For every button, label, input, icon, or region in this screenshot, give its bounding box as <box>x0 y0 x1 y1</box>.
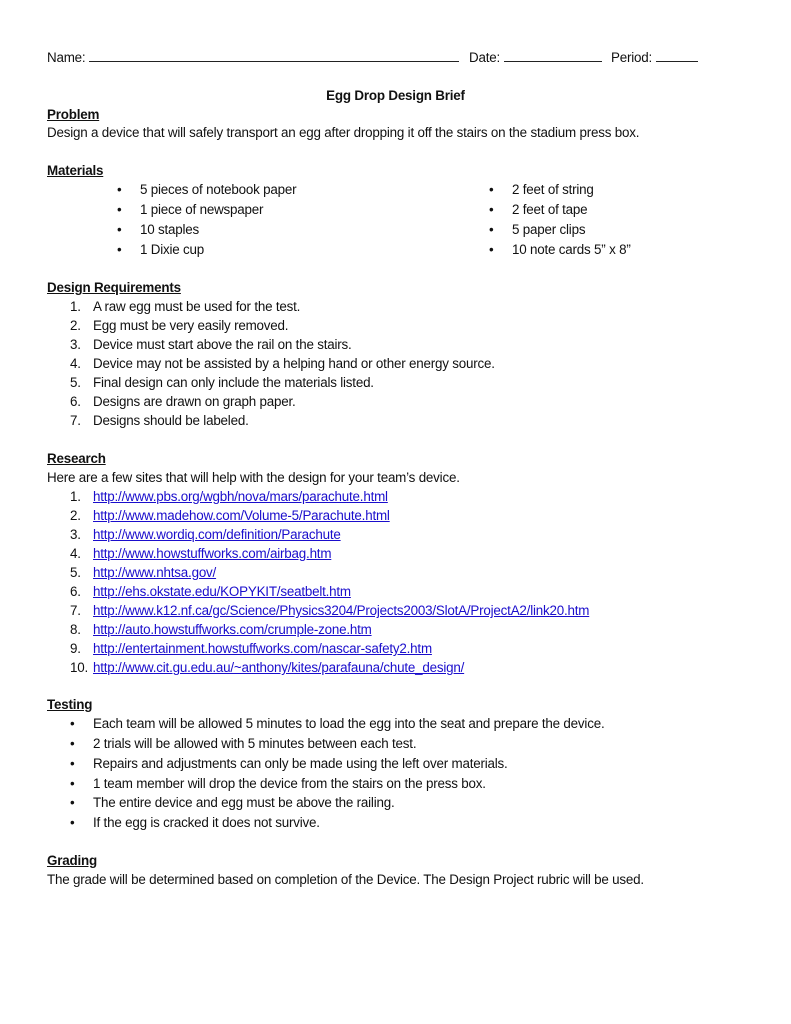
testing-heading: Testing <box>47 697 93 712</box>
grading-text: The grade will be determined based on completion of the Device. The Design Project rubric will be used. <box>47 872 644 887</box>
item-number: 4. <box>70 546 81 561</box>
item-number: 1. <box>70 489 81 504</box>
requirement-item: Egg must be very easily removed. <box>93 318 289 333</box>
bullet-icon: • <box>489 182 494 197</box>
item-number: 5. <box>70 375 81 390</box>
item-number: 6. <box>70 394 81 409</box>
bullet-icon: • <box>489 242 494 257</box>
requirement-item: Designs are drawn on graph paper. <box>93 394 296 409</box>
item-number: 6. <box>70 584 81 599</box>
item-number: 7. <box>70 603 81 618</box>
grading-heading: Grading <box>47 853 97 868</box>
research-link[interactable]: http://www.k12.nf.ca/gc/Science/Physics3204/Projects2003/SlotA/ProjectA2/link20.htm <box>93 603 590 618</box>
date-label: Date: <box>469 50 501 65</box>
bullet-icon: • <box>70 776 75 791</box>
name-blank[interactable] <box>89 47 459 62</box>
requirement-item: Device must start above the rail on the stairs. <box>93 337 352 352</box>
requirement-item: Device may not be assisted by a helping hand or other energy source. <box>93 356 495 371</box>
item-number: 3. <box>70 527 81 542</box>
item-number: 8. <box>70 622 81 637</box>
material-item: 2 feet of string <box>512 182 594 197</box>
research-link[interactable]: http://www.wordiq.com/definition/Parachute <box>93 527 341 542</box>
testing-item: The entire device and egg must be above the railing. <box>93 795 395 810</box>
problem-text: Design a device that will safely transport an egg after dropping it off the stairs on the stadium press box. <box>47 125 640 140</box>
research-link[interactable]: http://www.nhtsa.gov/ <box>93 565 217 580</box>
period-field[interactable] <box>611 47 698 67</box>
item-number: 10. <box>70 660 89 675</box>
item-number: 9. <box>70 641 81 656</box>
item-number: 2. <box>70 318 81 333</box>
material-item: 10 note cards 5” x 8” <box>512 242 631 257</box>
research-link[interactable]: http://www.cit.gu.edu.au/~anthony/kites/parafauna/chute_design/ <box>93 660 465 675</box>
item-number: 7. <box>70 413 81 428</box>
bullet-icon: • <box>117 222 122 237</box>
research-heading: Research <box>47 451 106 466</box>
bullet-icon: • <box>70 815 75 830</box>
period-blank[interactable] <box>656 47 698 62</box>
item-number: 3. <box>70 337 81 352</box>
name-field[interactable] <box>47 47 459 67</box>
material-item: 10 staples <box>140 222 200 237</box>
item-number: 1. <box>70 299 81 314</box>
bullet-icon: • <box>70 756 75 771</box>
material-item: 1 piece of newspaper <box>140 202 264 217</box>
material-item: 2 feet of tape <box>512 202 588 217</box>
material-item: 5 pieces of notebook paper <box>140 182 297 197</box>
testing-item: Each team will be allowed 5 minutes to load the egg into the seat and prepare the device. <box>93 716 605 731</box>
name-label: Name: <box>47 50 86 65</box>
item-number: 4. <box>70 356 81 371</box>
research-link[interactable]: http://www.pbs.org/wgbh/nova/mars/parachute.html <box>93 489 388 504</box>
problem-heading: Problem <box>47 107 100 122</box>
requirement-item: Final design can only include the materials listed. <box>93 375 374 390</box>
bullet-icon: • <box>70 716 75 731</box>
testing-item: 1 team member will drop the device from the stairs on the press box. <box>93 776 486 791</box>
bullet-icon: • <box>70 736 75 751</box>
bullet-icon: • <box>489 222 494 237</box>
bullet-icon: • <box>117 202 122 217</box>
testing-item: 2 trials will be allowed with 5 minutes between each test. <box>93 736 417 751</box>
date-field[interactable] <box>469 47 602 67</box>
bullet-icon: • <box>70 795 75 810</box>
material-item: 5 paper clips <box>512 222 586 237</box>
requirement-item: A raw egg must be used for the test. <box>93 299 301 314</box>
bullet-icon: • <box>489 202 494 217</box>
research-link[interactable]: http://entertainment.howstuffworks.com/nascar-safety2.htm <box>93 641 432 656</box>
page-title: Egg Drop Design Brief <box>326 88 465 103</box>
requirement-item: Designs should be labeled. <box>93 413 249 428</box>
research-link[interactable]: http://auto.howstuffworks.com/crumple-zone.htm <box>93 622 372 637</box>
testing-item: Repairs and adjustments can only be made using the left over materials. <box>93 756 508 771</box>
bullet-icon: • <box>117 182 122 197</box>
testing-item: If the egg is cracked it does not survive. <box>93 815 320 830</box>
research-link[interactable]: http://www.madehow.com/Volume-5/Parachute.html <box>93 508 390 523</box>
material-item: 1 Dixie cup <box>140 242 205 257</box>
period-label: Period: <box>611 50 653 65</box>
materials-heading: Materials <box>47 163 104 178</box>
research-link[interactable]: http://www.howstuffworks.com/airbag.htm <box>93 546 332 561</box>
research-link[interactable]: http://ehs.okstate.edu/KOPYKIT/seatbelt.htm <box>93 584 351 599</box>
item-number: 5. <box>70 565 81 580</box>
date-blank[interactable] <box>504 47 602 62</box>
research-intro: Here are a few sites that will help with the design for your team’s device. <box>47 470 460 485</box>
item-number: 2. <box>70 508 81 523</box>
bullet-icon: • <box>117 242 122 257</box>
requirements-heading: Design Requirements <box>47 280 181 295</box>
